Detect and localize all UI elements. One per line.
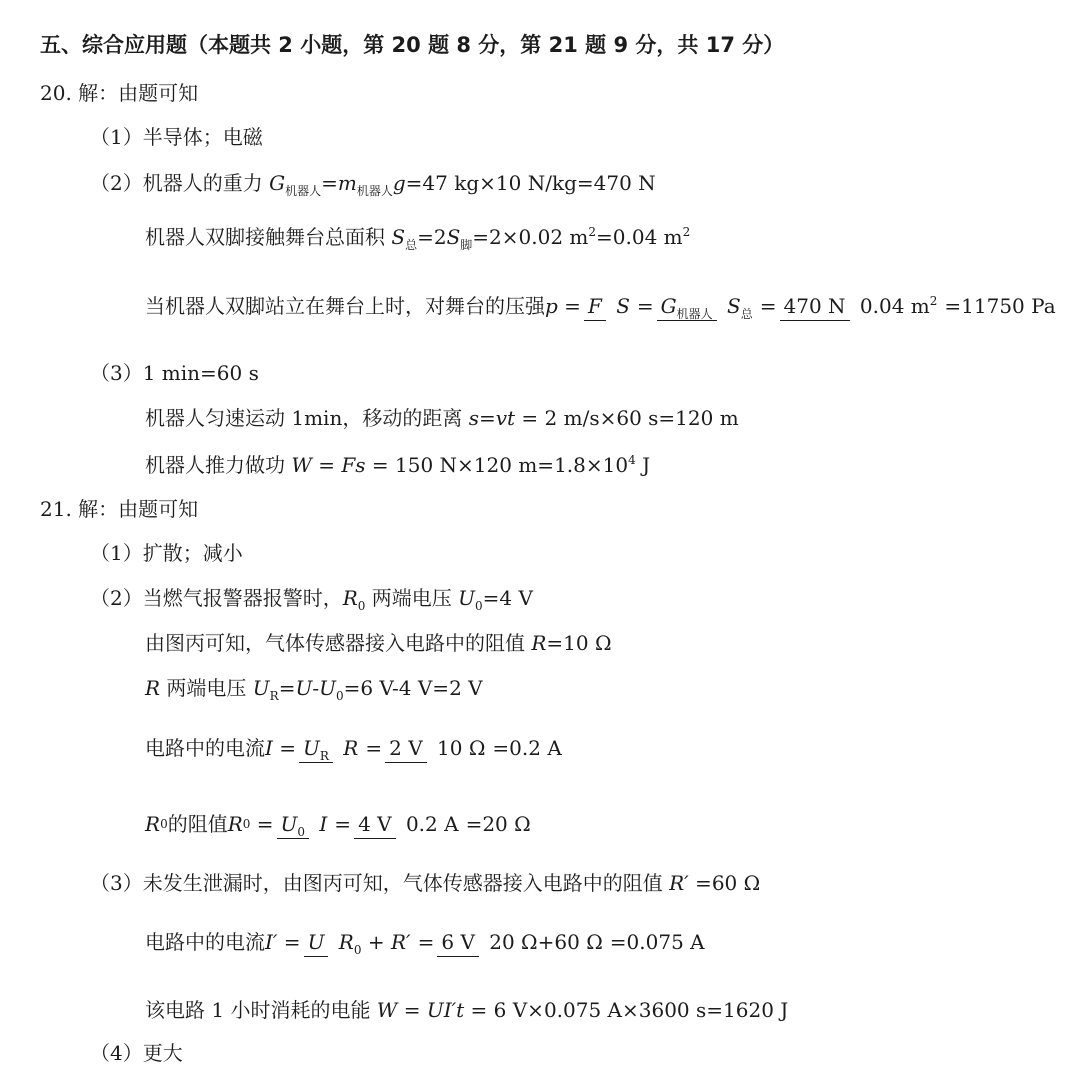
section-title: 五、综合应用题（本题共 2 小题，第 20 题 8 分，第 21 题 9 分，共 17 分） <box>40 33 785 57</box>
pressure-denominator: 0.04 m <box>859 294 930 318</box>
pressure-prefix: 当机器人双脚站立在舞台上时，对舞台的压强 <box>145 294 545 318</box>
symbol-vt: vt <box>495 406 516 430</box>
alarm-prefix: （2）当燃气报警器报警时， <box>90 586 343 610</box>
equals: = <box>278 676 296 700</box>
minus: - <box>312 676 320 700</box>
resistance-denominator: 0.2 A <box>405 812 459 836</box>
symbol-W: W <box>376 998 398 1022</box>
symbol-G: G <box>660 294 677 318</box>
subscript: 脚 <box>460 238 473 252</box>
q20-part2-gravity <box>90 168 656 198</box>
q20-part3-distance: 机器人匀速运动 1min，移动的距离 s=vt = 2 m/s×60 s=120 m <box>145 406 739 430</box>
pressure-numerator: 470 N <box>780 294 850 321</box>
q21-part4: （4）更大 <box>90 1041 183 1065</box>
symbol-g: g <box>392 171 406 195</box>
q20-part2-pressure: 当机器人双脚站立在舞台上时，对舞台的压强 p = F S = $G_{机器人}$ $S_总$ = 470 N 0.04 $m^2$ =11750 Pa <box>145 276 1056 336</box>
symbol-S: S <box>391 225 406 249</box>
subscript: R <box>319 749 329 763</box>
fraction-numeric <box>780 291 942 321</box>
symbol-U: U <box>307 930 325 954</box>
fraction-numeric <box>385 733 489 763</box>
current-value: =0.2 A <box>492 736 562 760</box>
subscript: 0 <box>335 689 344 703</box>
symbol-S: S <box>727 294 741 318</box>
fraction-F-over-S <box>584 291 634 321</box>
fraction-UR-over-R <box>299 733 362 763</box>
q21-part2-resistance: R 0 的阻值 R 0 = $U_0$ I = 4 V 0.2 A =20 Ω <box>145 794 531 854</box>
symbol-R-prime: R′ <box>390 930 411 954</box>
symbol-R: R <box>338 930 354 954</box>
symbol-U: U <box>280 812 298 836</box>
area-value2: =0.04 m <box>596 225 683 249</box>
resistance-text: 的阻值 <box>167 812 228 836</box>
current-numerator: 6 V <box>437 930 479 957</box>
symbol-p: p <box>545 294 558 318</box>
work-prefix: 机器人推力做功 <box>145 453 292 477</box>
symbol-S: S <box>616 294 630 318</box>
symbol-R: R <box>343 736 359 760</box>
gravity-value: =47 kg×10 N/kg=470 N <box>405 171 656 195</box>
graph-text: 由图丙可知，气体传感器接入电路中的阻值 <box>145 631 532 655</box>
symbol-I: I <box>319 812 328 836</box>
current-value: =0.075 A <box>609 930 705 954</box>
voltage-value: =6 V-4 V=2 V <box>343 676 483 700</box>
equals: = <box>321 171 338 195</box>
q21-part1: （1）扩散；减小 <box>90 541 243 565</box>
area-value: =2×0.02 m <box>472 225 589 249</box>
graph-value: =10 Ω <box>546 631 612 655</box>
symbol-S: S <box>446 225 461 249</box>
symbol-m: m <box>337 171 357 195</box>
symbol-W: W <box>291 453 312 477</box>
work-unit: J <box>635 453 651 477</box>
symbol-U: U <box>252 676 270 700</box>
symbol-R: R <box>145 812 161 836</box>
symbol-U: U <box>319 676 336 700</box>
symbol-I: I <box>265 736 273 760</box>
symbol-R: R <box>227 812 243 836</box>
symbol-F: F <box>587 294 602 318</box>
distance-value: = 2 m/s×60 s=120 m <box>515 406 739 430</box>
q20-part3-work: 机器人推力做功 W = Fs = 150 N×120 $m=1.8\times 10^4$ J <box>145 453 651 477</box>
symbol-G: G <box>269 171 286 195</box>
q20-gravity-prefix: （2）机器人的重力 <box>90 171 270 195</box>
symbol-I-prime: I′ <box>265 930 278 954</box>
symbol-UIt: UI′t <box>426 998 465 1022</box>
fraction-numeric <box>354 809 463 839</box>
current-numerator: 2 V <box>385 736 427 763</box>
voltage-text: 两端电压 <box>160 676 253 700</box>
q21-part2-current: 电路中的电流 I = $U_R$ R = 2 V 10 Ω =0.2 A <box>145 718 562 778</box>
subscript: 0 <box>297 825 306 839</box>
fraction-U0-over-I <box>277 809 332 839</box>
superscript: 2 <box>929 294 938 308</box>
symbol-U: U <box>458 586 476 610</box>
alarm-value: =4 V <box>482 586 533 610</box>
subscript: 机器人 <box>285 184 322 198</box>
work-value: = 150 N×120 m=1.8×10 <box>365 453 629 477</box>
q21-part3-current: 电路中的电流 I′ = U $R_0 + R'$ = 6 V 20 Ω+60 Ω =0.075 A <box>145 910 705 974</box>
symbol-s: s <box>468 406 479 430</box>
q21-part2-alarm <box>90 583 533 613</box>
symbol-Fs: Fs <box>341 453 366 477</box>
q21-part3-energy: 该电路 1 小时消耗的电能 W = UI′t = 6 V×0.075 A×3600 s=1620 J <box>145 998 789 1022</box>
resistance-numerator: 4 V <box>354 812 396 839</box>
fraction-G-over-S <box>657 291 757 321</box>
area-mid: =2 <box>417 225 447 249</box>
distance-prefix: 机器人匀速运动 1min，移动的距离 <box>145 406 469 430</box>
subscript: R <box>269 689 279 703</box>
symbol-R: R <box>531 631 547 655</box>
current-denominator: 10 Ω <box>437 736 486 760</box>
q21-heading: 21. 解：由题可知 <box>40 497 199 521</box>
area-prefix: 机器人双脚接触舞台总面积 <box>145 225 392 249</box>
plus: + <box>361 930 391 954</box>
resistance-value: =20 Ω <box>465 812 531 836</box>
q20-heading: 20. 解：由题可知 <box>40 81 199 105</box>
symbol-R: R <box>145 676 161 700</box>
q21-part3 <box>90 868 760 898</box>
pressure-result: =11750 Pa <box>944 294 1056 318</box>
current-denominator: 20 Ω+60 Ω <box>489 930 603 954</box>
energy-value: = 6 V×0.075 A×3600 s=1620 J <box>464 998 789 1022</box>
q20-part1: （1）半导体；电磁 <box>90 125 263 149</box>
current-prefix: 电路中的电流 <box>145 736 265 760</box>
subscript: 总 <box>405 238 418 252</box>
subscript: 0 <box>353 943 362 957</box>
q20-part2-area <box>145 222 690 252</box>
q20-part3: （3）1 min=60 s <box>90 361 259 385</box>
symbol-U: U <box>295 676 313 700</box>
superscript: 2 <box>588 225 597 239</box>
q21-part2-voltage <box>145 673 483 703</box>
energy-prefix: 该电路 1 小时消耗的电能 <box>145 998 377 1022</box>
alarm-mid: 两端电压 <box>365 586 459 610</box>
fraction-numeric <box>437 927 606 957</box>
part3-prefix: （3）未发生泄漏时，由图丙可知，气体传感器接入电路中的阻值 <box>90 871 670 895</box>
fraction-U-over-sum <box>304 927 415 957</box>
part3-value: =60 Ω <box>688 871 761 895</box>
current-prefix: 电路中的电流 <box>145 930 265 954</box>
subscript: 总 <box>740 307 753 321</box>
q21-part2-graph <box>145 628 612 658</box>
subscript: 机器人 <box>356 184 393 198</box>
subscript: 0 <box>475 599 483 613</box>
symbol-R-prime: R′ <box>669 871 689 895</box>
superscript: 2 <box>682 225 691 239</box>
subscript: 机器人 <box>676 307 713 321</box>
symbol-R: R <box>342 586 358 610</box>
superscript: 4 <box>628 453 636 467</box>
subscript: 0 <box>357 599 366 613</box>
symbol-U: U <box>303 736 320 760</box>
